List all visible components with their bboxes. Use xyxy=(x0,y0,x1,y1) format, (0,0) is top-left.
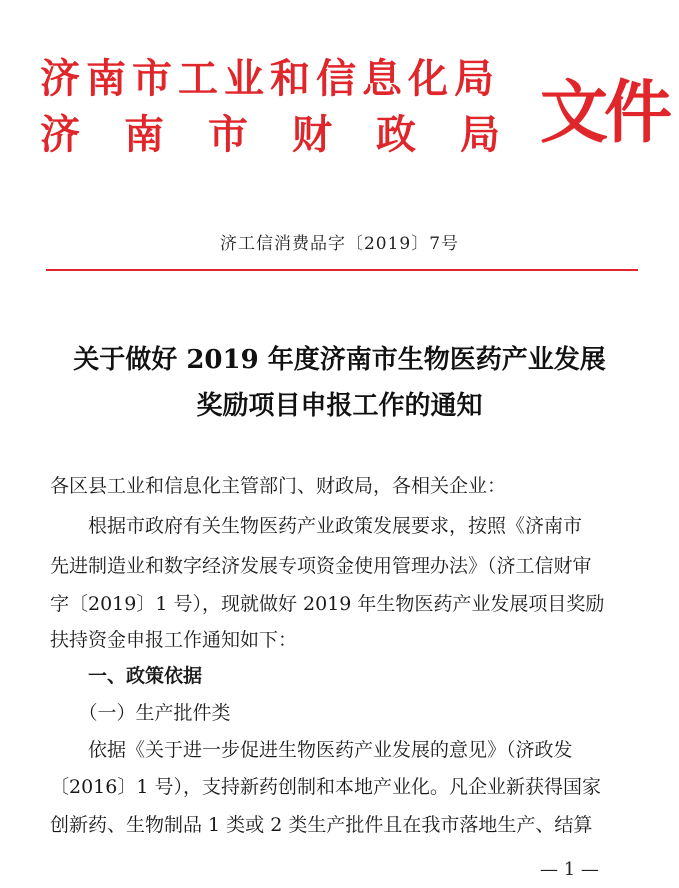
body-line-2: 根据市政府有关生物医药产业政策发展要求，按照《济南市 xyxy=(50,515,583,537)
body-line-3: 先进制造业和数字经济发展专项资金使用管理办法》（济工信财审 xyxy=(50,555,592,577)
page-number: — 1 — xyxy=(540,859,599,880)
document-header xyxy=(40,52,669,172)
body-line-10: 创新药、生物制品 1 类或 2 类生产批件且在我市落地生产、结算 xyxy=(50,814,593,836)
body-line-4: 字〔2019〕1 号），现就做好 2019 年生物医药产业发展项目奖励 xyxy=(50,593,605,615)
section-heading-policy-basis: 一、政策依据 xyxy=(50,665,203,687)
issuer-name-line-2: 济南市财政局 xyxy=(40,111,544,158)
body-line-1: 各区县工业和信息化主管部门、财政局，各相关企业： xyxy=(50,475,507,497)
document-title-line-2: 奖励项目申报工作的通知 xyxy=(196,391,483,421)
issuer-name-line-1: 济南市工业和信息化局 xyxy=(40,55,500,102)
red-divider-line xyxy=(46,269,638,271)
body-line-9: 〔2016〕1 号），支持新药创制和本地产业化。凡企业新获得国家 xyxy=(50,776,601,798)
document-label: 文件 xyxy=(540,73,669,153)
body-line-5: 扶持资金申报工作通知如下： xyxy=(50,629,298,651)
document-number: 济工信消费品字〔2019〕7号 xyxy=(219,234,460,254)
subsection-heading-production-approval: （一）生产批件类 xyxy=(50,702,231,724)
document-title-line-1: 关于做好 2019 年度济南市生物医药产业发展 xyxy=(73,345,606,375)
body-line-8: 依据《关于进一步促进生物医药产业发展的意见》（济政发 xyxy=(50,739,573,761)
